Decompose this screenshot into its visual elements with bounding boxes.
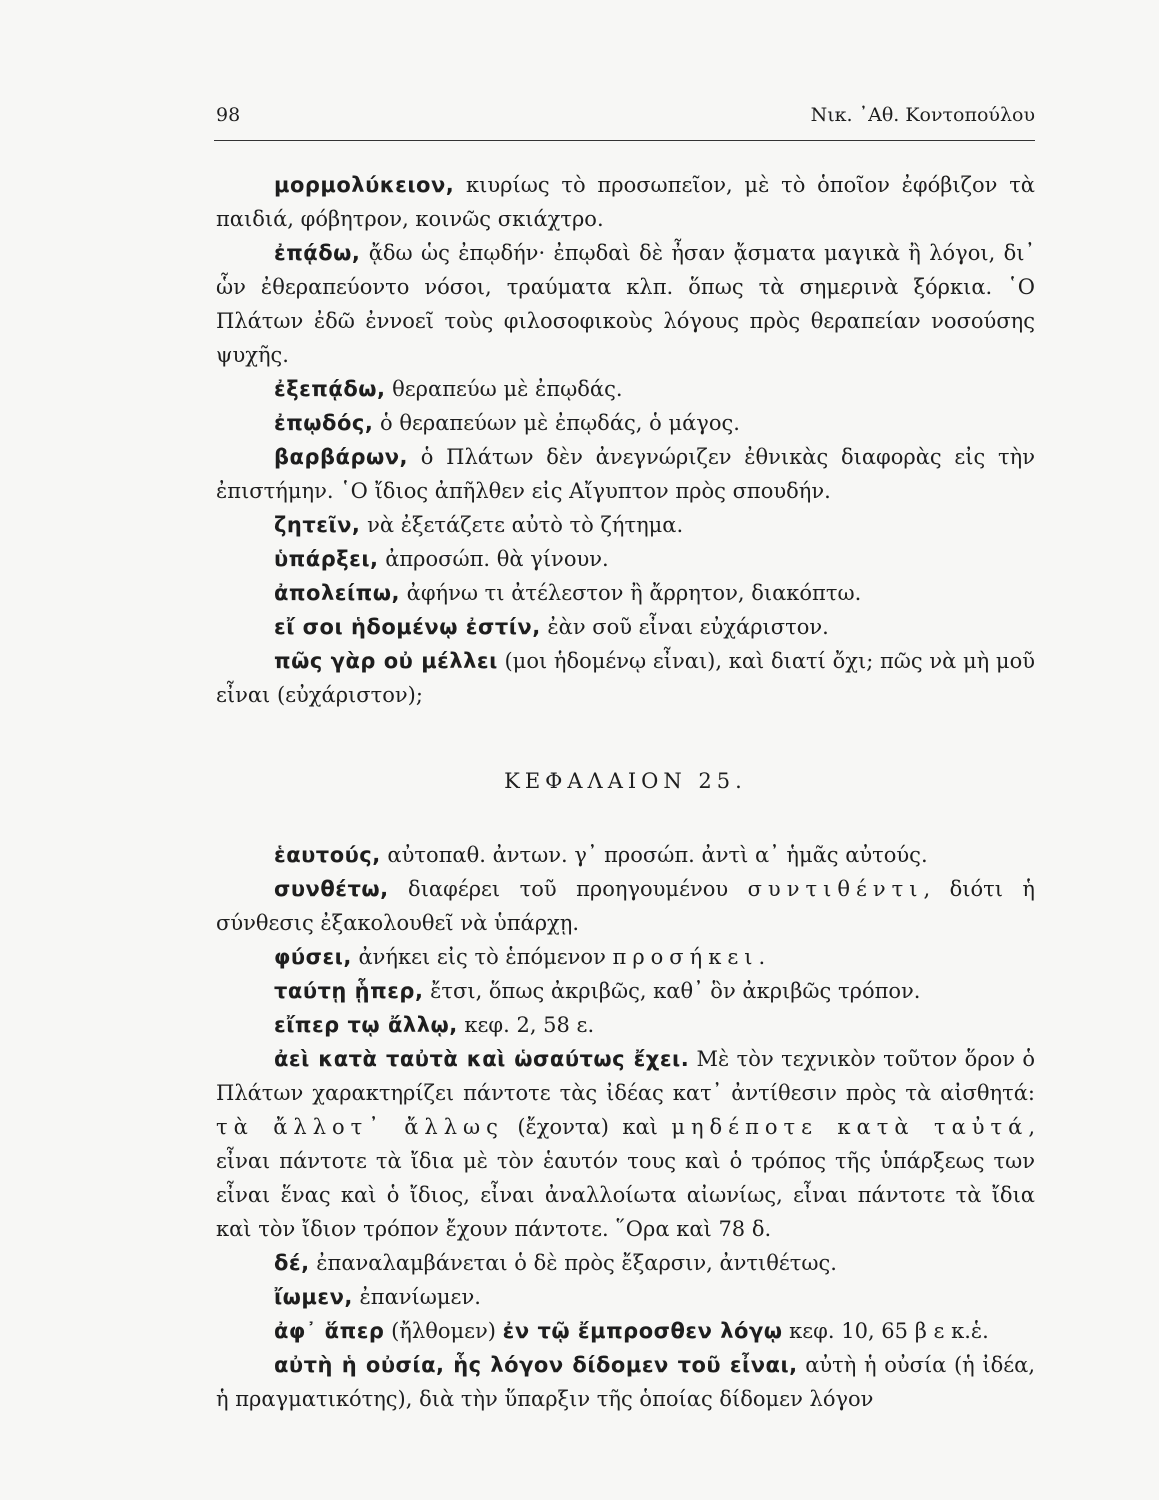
entry-term: πῶς γὰρ οὐ μέλλει <box>274 649 498 673</box>
glossary-entry <box>216 236 1035 372</box>
entry-term: βαρβάρων, <box>274 445 409 469</box>
entry-text: Μὲ τὸν τεχνικὸν τοῦτον ὅρον ὁ Πλάτων χαρακτηρίζει πάντοτε τὰς ἰδέας κατ᾿ ἀντίθεσιν πρὸς τὰ αἰσθητά: <box>216 1047 1035 1105</box>
entry-term: ἐξεπᾴδω, <box>274 377 386 401</box>
glossary-entry <box>216 974 1035 1008</box>
glossary-entry <box>216 542 1035 576</box>
entry-text: κιυρίως τὸ προσωπεῖον, μὲ τὸ ὁποῖον ἐφόβιζον τὰ παιδιά, φόβητρον, κοινῶς σκιάχτρο. <box>216 173 1035 231</box>
chapter-heading: ΚΕΦΑΛΑΙΟΝ 25. <box>504 769 747 793</box>
page-body <box>216 168 1035 1416</box>
glossary-entry <box>216 610 1035 644</box>
glossary-entry <box>216 406 1035 440</box>
entry-text: ὁ θεραπεύων μὲ ἐπῳδάς, ὁ μάγος. <box>373 411 740 435</box>
entry-term: αὐτὴ ἡ οὐσία, ἧς λόγον δίδομεν τοῦ εἶναι, <box>274 1353 798 1377</box>
entry-term: ὑπάρξει, <box>274 547 379 571</box>
entry-text: ᾄδω ὡς ἐπῳδήν· ἐπῳδαὶ δὲ ἦσαν ᾄσματα μαγικὰ ἢ λόγοι, δι᾿ ὧν ἐθεραπεύοντο νόσοι, τραύματα κλπ. ὅπως τὰ σημερινὰ ξόρκια. ῾Ο Πλάτων ἐδῶ ἐννοεῖ τοὺς φιλοσοφικοὺς λόγους πρὸς θεραπείαν νοσούσης ψυχῆς. <box>216 241 1035 367</box>
glossary-entry <box>216 1008 1035 1042</box>
glossary-entry <box>216 1280 1035 1314</box>
entry-text: ἐὰν σοῦ εἶναι εὐχάριστον. <box>540 615 829 639</box>
glossary-entry <box>216 440 1035 508</box>
entry-text: ἐπανίωμεν. <box>352 1285 481 1309</box>
entry-text: κεφ. 2, 58 ε. <box>457 1013 595 1037</box>
glossary-entry <box>216 838 1035 872</box>
entry-text: ἀνήκει εἰς τὸ ἑπόμενον <box>351 945 613 969</box>
entry-text: κεφ. 10, 65 β ε κ.ἑ. <box>782 1319 989 1343</box>
entry-text: (μοι ἡδομένῳ εἶναι), καὶ διατί ὄχι; πῶς νὰ μὴ μοῦ εἶναι (εὐχάριστον); <box>216 649 1035 707</box>
entry-text: (ἔχοντα) καὶ <box>503 1115 672 1139</box>
entry-text: (ἤλθομεν) <box>384 1319 503 1343</box>
glossary-entry <box>216 644 1035 712</box>
entry-text: νὰ ἐξετάζετε αὐτὸ τὸ ζήτημα. <box>360 513 684 537</box>
page-number: 98 <box>216 104 241 126</box>
entry-text: διαφέρει τοῦ προηγουμένου <box>388 877 748 901</box>
entry-term: εἴπερ τῳ ἄλλῳ, <box>274 1013 458 1037</box>
entry-term: εἴ σοι ἡδομένῳ ἐστίν, <box>274 615 541 639</box>
entry-term: δέ, <box>274 1251 310 1275</box>
glossary-entry <box>216 1246 1035 1280</box>
entry-term: συνθέτω, <box>274 877 389 901</box>
entry-term: ταύτῃ ᾗπερ, <box>274 979 424 1003</box>
entry-term: ἐπῳδός, <box>274 411 374 435</box>
entry-term: ἀφ᾿ ἅπερ <box>274 1319 385 1343</box>
entry-term: μορμολύκειον, <box>274 173 455 197</box>
entry-text: ἀπροσώπ. θὰ γίνουν. <box>378 547 609 571</box>
entry-text: θεραπεύω μὲ ἐπῳδάς. <box>385 377 623 401</box>
glossary-entry <box>216 940 1035 974</box>
entry-text: ἐπαναλαμβάνεται ὁ δὲ πρὸς ἔξαρσιν, ἀντιθέτως. <box>309 1251 837 1275</box>
glossary-entry <box>216 372 1035 406</box>
entry-term: ἀπολείπω, <box>274 581 400 605</box>
glossary-entry <box>216 1314 1035 1348</box>
glossary-entry <box>216 872 1035 940</box>
entry-term: ἑαυτούς, <box>274 843 381 867</box>
page-header <box>216 104 1035 126</box>
entry-text: . <box>758 945 766 969</box>
entry-term: φύσει, <box>274 945 352 969</box>
entry-text: αὐτοπαθ. ἀντων. γ᾿ προσώπ. ἀντὶ α᾿ ἡμᾶς αὐτούς. <box>380 843 928 867</box>
entry-text: ἀφήνω τι ἀτέλεστον ἢ ἄρρητον, διακόπτω. <box>399 581 862 605</box>
entry-text: αὐτὴ ἡ οὐσία (ἡ ἰδέα, ἡ πραγματικότης), διὰ τὴν ὕπαρξιν τῆς ὁποίας δίδομεν λόγον <box>216 1353 1035 1411</box>
entry-text: , εἶναι πάντοτε τὰ ἴδια μὲ τὸν ἑαυτόν τους καὶ ὁ τρόπος τῆς ὑπάρξεως των εἶναι ἕνας καὶ ὁ ἴδιος, εἶναι ἀναλλοίωτα αἰωνίως, εἶναι πάντοτε τὰ ἴδια καὶ τὸν ἴδιον τρόπον ἔχουν πάντοτε. ῞Ορα καὶ 78 δ. <box>216 1115 1036 1241</box>
running-title: Νικ. ᾿Αθ. Κοντοπούλου <box>810 104 1035 126</box>
entry-term: ἀεὶ κατὰ ταὐτὰ καὶ ὡσαύτως ἔχει. <box>274 1047 690 1071</box>
spaced-emphasis: τὰ ἄλλοτ᾿ ἄλλως <box>216 1115 504 1139</box>
header-rule <box>214 140 1035 141</box>
spaced-emphasis: μηδέποτε κατὰ ταὐτά <box>671 1115 1029 1139</box>
glossary-entry <box>216 508 1035 542</box>
entry-text: , διότι ἡ σύνθεσις ἐξακολουθεῖ νὰ ὑπάρχῃ. <box>216 877 1035 935</box>
entry-term: ζητεῖν, <box>274 513 361 537</box>
entry-text: ὁ Πλάτων δὲν ἀνεγνώριζεν ἐθνικὰς διαφορὰς εἰς τὴν ἐπιστήμην. ῾Ο ἴδιος ἀπῆλθεν εἰς Αἴγυπτον πρὸς σπουδήν. <box>216 445 1035 503</box>
glossary-entry <box>216 1348 1035 1416</box>
entry-text: ἔτσι, ὅπως ἀκριβῶς, καθ᾿ ὃν ἀκριβῶς τρόπον. <box>423 979 921 1003</box>
entry-term: ἐν τῷ ἔμπροσθεν λόγῳ <box>502 1319 783 1343</box>
glossary-entry <box>216 1042 1035 1246</box>
spaced-emphasis: συντιθέντι <box>747 877 924 901</box>
glossary-entry <box>216 576 1035 610</box>
spaced-emphasis: προσήκει <box>612 945 759 969</box>
glossary-entry <box>216 168 1035 236</box>
entry-term: ἴωμεν, <box>274 1285 353 1309</box>
entry-term: ἐπᾴδω, <box>274 241 361 265</box>
